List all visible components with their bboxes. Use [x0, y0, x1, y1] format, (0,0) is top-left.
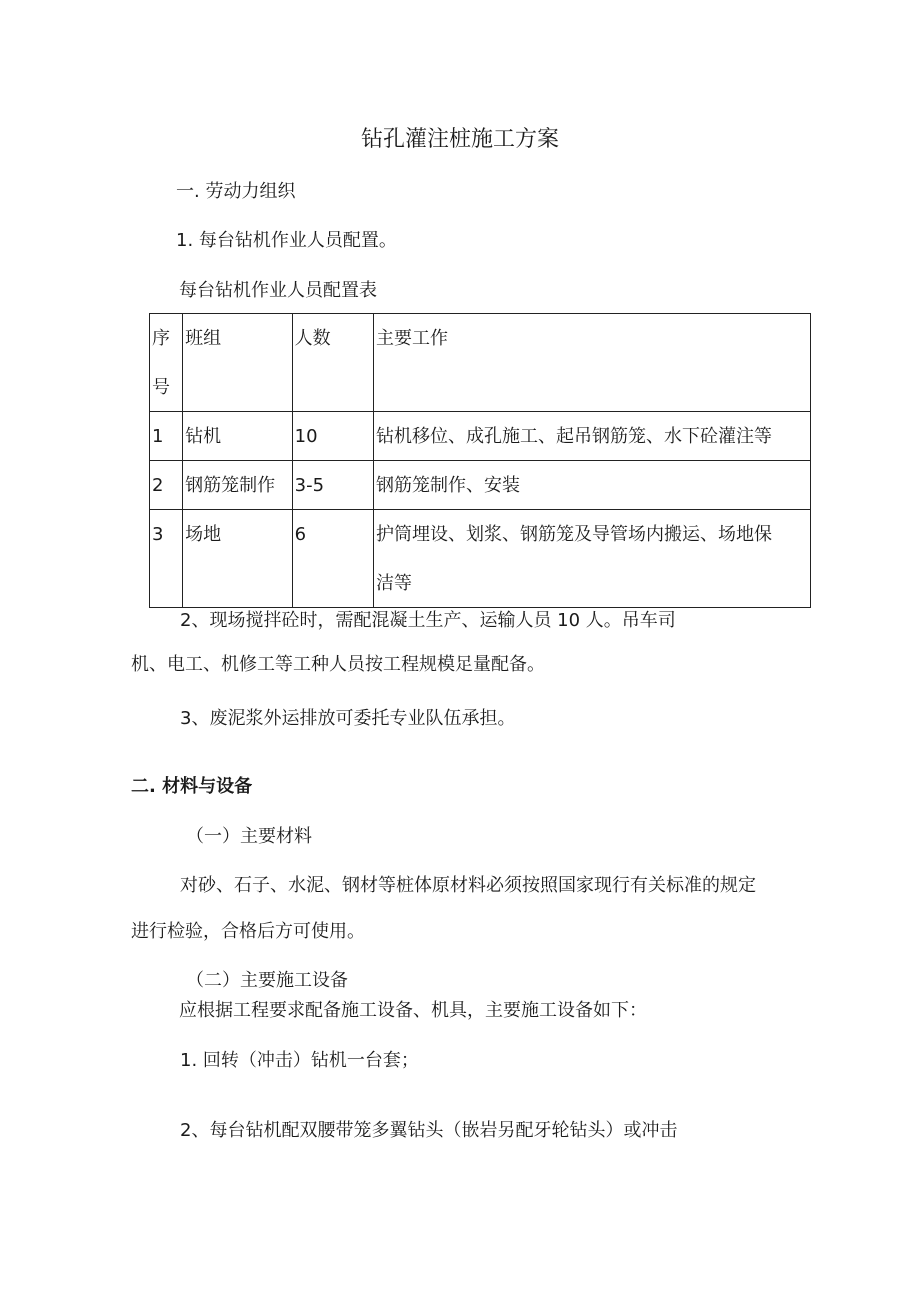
cell-team: [183, 461, 292, 510]
section2-sub2-heading: （二）主要施工设备: [186, 970, 348, 991]
section2-heading: 二. 材料与设备: [131, 776, 253, 797]
cell-team: [183, 510, 292, 608]
cell-work: [373, 412, 810, 461]
header-seq-line2: 号: [152, 377, 170, 398]
equipment-item2: 2、每台钻机配双腰带笼多翼钻头（嵌岩另配牙轮钻头）或冲击: [180, 1120, 678, 1141]
cell-team-text: 钻机: [185, 426, 222, 447]
section2-sub1-line1: 对砂、石子、水泥、钢材等桩体原材料必须按照国家现行有关标准的规定: [180, 875, 756, 896]
cell-work-text: 钻机移位、成孔施工、起吊钢筋笼、水下砼灌注等: [375, 426, 772, 447]
table-row: [150, 461, 811, 510]
document-title: 钻孔灌注桩施工方案: [360, 127, 559, 152]
cell-count-text: 6: [294, 524, 307, 545]
section1-item3: 3、废泥浆外运排放可委托专业队伍承担。: [180, 708, 516, 729]
header-team-label: 班组: [185, 328, 222, 349]
table-row: [150, 510, 811, 608]
header-work-label: 主要工作: [375, 328, 448, 349]
section2-sub2-intro: 应根据工程要求配备施工设备、机具，主要施工设备如下：: [179, 1000, 647, 1021]
header-team: [183, 314, 292, 412]
cell-team-text: 钢筋笼制作: [185, 475, 276, 496]
table-caption: 每台钻机作业人员配置表: [179, 280, 377, 301]
section1-item2-line2: 机、电工、机修工等工种人员按工程规模足量配备。: [131, 654, 545, 675]
header-seq-line1: 序: [152, 328, 170, 349]
cell-count: [292, 412, 373, 461]
header-count: [292, 314, 373, 412]
cell-count: [292, 461, 373, 510]
cell-count: [292, 510, 373, 608]
table-row: [150, 412, 811, 461]
cell-work: [373, 510, 810, 608]
cell-work-text-cont: 洁等: [375, 573, 412, 594]
cell-seq-text: 3: [152, 524, 164, 545]
cell-seq-text: 1: [152, 426, 164, 447]
cell-count-text: 10: [294, 426, 318, 447]
header-seq: [150, 314, 183, 412]
cell-team-text: 场地: [185, 524, 222, 545]
cell-work-text: 钢筋笼制作、安装: [375, 475, 520, 496]
section2-sub1-heading: （一）主要材料: [186, 826, 312, 847]
section2-sub1-line2: 进行检验，合格后方可使用。: [131, 921, 365, 942]
cell-team: [183, 412, 292, 461]
header-work: [373, 314, 810, 412]
cell-work-text: 护筒埋设、划浆、钢筋笼及导管场内搬运、场地保: [375, 524, 772, 545]
cell-seq: [150, 461, 183, 510]
cell-seq-text: 2: [152, 475, 164, 496]
staff-config-table: [149, 313, 811, 608]
cell-seq: [150, 510, 183, 608]
table-header-row: [150, 314, 811, 412]
cell-work: [373, 461, 810, 510]
section1-heading: 一. 劳动力组织: [176, 181, 296, 202]
section1-item1: 1. 每台钻机作业人员配置。: [176, 230, 397, 251]
equipment-item1: 1. 回转（冲击）钻机一台套；: [180, 1050, 419, 1071]
section1-item2-line1: 2、现场搅拌砼时，需配混凝土生产、运输人员 10 人。吊车司: [180, 610, 676, 631]
cell-count-text: 3-5: [294, 475, 325, 496]
cell-seq: [150, 412, 183, 461]
header-count-label: 人数: [294, 328, 331, 349]
